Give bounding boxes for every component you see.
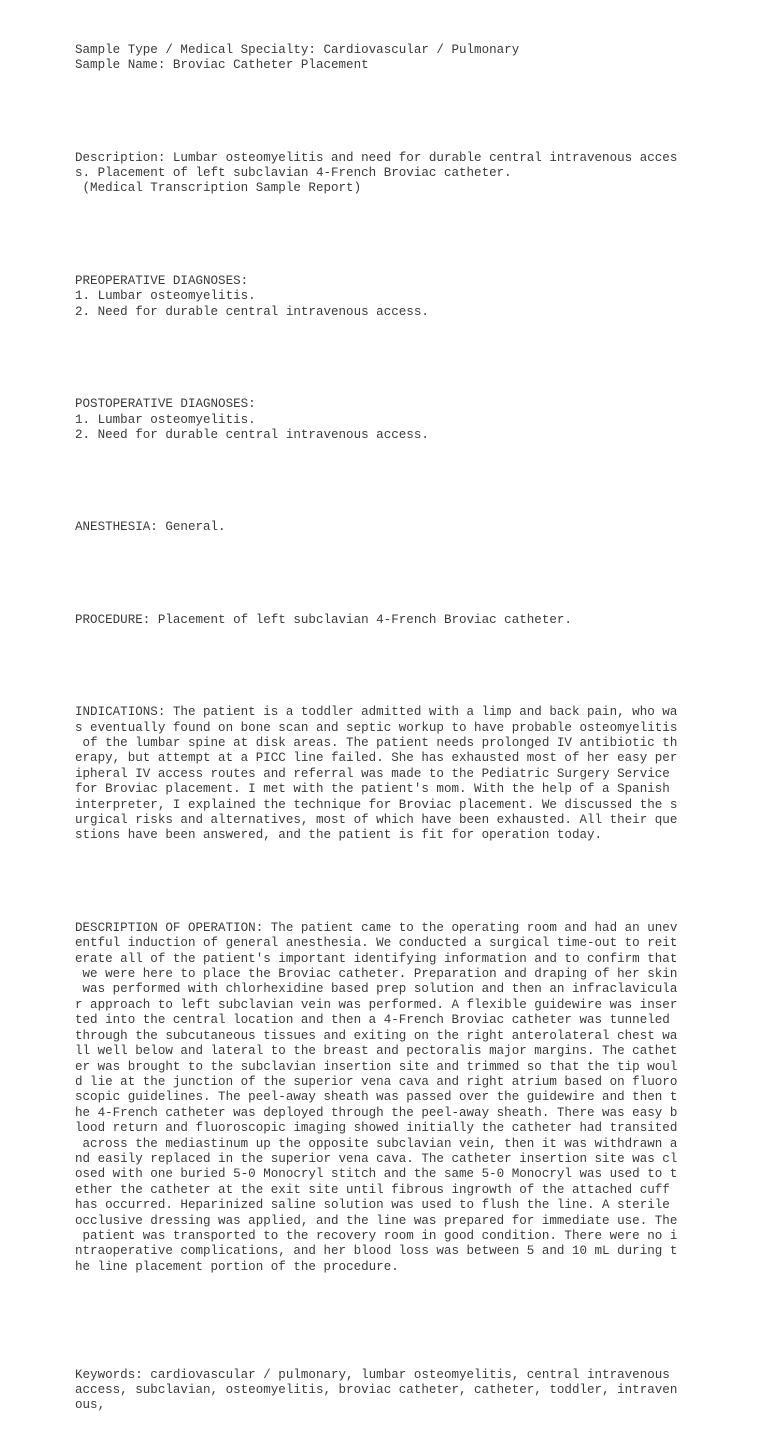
header-block [75,43,695,74]
text-line: INDICATIONS: The patient is a toddler admitted with a limp and back pain, who wa [75,705,678,720]
text-line: of the lumbar spine at disk areas. The patient needs prolonged IV antibiotic th [75,736,678,750]
text-line: 2. Need for durable central intravenous access. [75,427,429,442]
text-line: he 4-French catheter was deployed through the peel-away sheath. There was easy b [75,1105,678,1120]
text-line: osed with one buried 5-0 Monocryl stitch and the same 5-0 Monocryl was used to t [75,1167,678,1182]
text-line: 2. Need for durable central intravenous access. [75,304,429,319]
text-line: PREOPERATIVE DIAGNOSES: [75,273,249,288]
text-line: lood return and fluoroscopic imaging showed initially the catheter had transited [75,1121,678,1136]
text-line: interpreter, I explained the technique for Broviac placement. We discussed the s [75,797,678,812]
text-line: has occurred. Heparinized saline solution was used to flush the line. A sterile [75,1198,670,1213]
text-line: access, subclavian, osteomyelitis, broviac catheter, catheter, toddler, intraven [75,1383,678,1398]
text-line: he line placement portion of the procedure. [75,1259,399,1274]
text-line: urgical risks and alternatives, most of which have been exhausted. All their que [75,813,678,828]
text-line: erate all of the patient's important identifying information and to confirm that [75,951,678,966]
text-line: d lie at the junction of the superior vena cava and right atrium based on fluoro [75,1074,678,1089]
text-line: ether the catheter at the exit site until fibrous ingrowth of the attached cuff [75,1182,670,1197]
text-line: nd easily replaced in the superior vena cava. The catheter insertion site was cl [75,1151,678,1166]
text-line: Sample Name: Broviac Catheter Placement [75,58,369,73]
description-block [75,151,695,197]
text-line: entful induction of general anesthesia. We conducted a surgical time-out to reit [75,936,678,951]
text-line: for Broviac placement. I met with the patient's mom. With the help of a Spanish [75,782,670,797]
text-line: Description: Lumbar osteomyelitis and need for durable central intravenous acces [75,150,678,165]
text-line: s. Placement of left subclavian 4-French Broviac catheter. [75,166,512,181]
text-line: 1. Lumbar osteomyelitis. [75,412,256,427]
text-line: er was brought to the subclavian insertion site and trimmed so that the tip woul [75,1059,678,1074]
text-line: Keywords: cardiovascular / pulmonary, lumbar osteomyelitis, central intravenous [75,1367,670,1382]
anesthesia-block [75,520,695,535]
text-line: PROCEDURE: Placement of left subclavian 4-French Broviac catheter. [75,612,572,627]
procedure-block [75,613,695,628]
text-line: occlusive dressing was applied, and the line was prepared for immediate use. The [75,1213,678,1228]
text-line: ANESTHESIA: General. [75,520,226,535]
text-line: ted into the central location and then a 4-French Broviac catheter was tunneled [75,1013,670,1028]
text-line: ous, [75,1398,106,1413]
keywords-block [75,1368,695,1414]
text-line: s eventually found on bone scan and septic workup to have probable osteomyelitis [75,720,678,735]
text-line: through the subcutaneous tissues and exiting on the right anterolateral chest wa [75,1028,678,1043]
text-line: scopic guidelines. The peel-away sheath was passed over the guidewire and then t [75,1090,678,1105]
text-line: (Medical Transcription Sample Report) [75,181,362,196]
text-line: Sample Type / Medical Specialty: Cardiovascular / Pulmonary [75,42,520,57]
indications-block [75,705,695,844]
text-line: ntraoperative complications, and her blood loss was between 5 and 10 mL during t [75,1244,678,1259]
medical-report-document [75,12,695,1429]
postoperative-diagnoses-block [75,397,695,443]
text-line: POSTOPERATIVE DIAGNOSES: [75,397,256,412]
text-line: ll well below and lateral to the breast and pectoralis major margins. The cathet [75,1044,678,1059]
text-line: patient was transported to the recovery room in good condition. There were no i [75,1228,678,1243]
text-line: DESCRIPTION OF OPERATION: The patient came to the operating room and had an unev [75,920,678,935]
text-line: we were here to place the Broviac catheter. Preparation and draping of her skin [75,967,678,982]
text-line: 1. Lumbar osteomyelitis. [75,289,256,304]
preoperative-diagnoses-block [75,274,695,320]
text-line: erapy, but attempt at a PICC line failed. She has exhausted most of her easy per [75,751,678,766]
text-line: r approach to left subclavian vein was performed. A flexible guidewire was inser [75,997,678,1012]
description-of-operation-block [75,921,695,1275]
text-line: ipheral IV access routes and referral was made to the Pediatric Surgery Service [75,766,670,781]
text-line: stions have been answered, and the patient is fit for operation today. [75,828,603,843]
text-line: was performed with chlorhexidine based prep solution and then an infraclavicula [75,982,678,997]
text-line: across the mediastinum up the opposite subclavian vein, then it was withdrawn a [75,1136,678,1151]
